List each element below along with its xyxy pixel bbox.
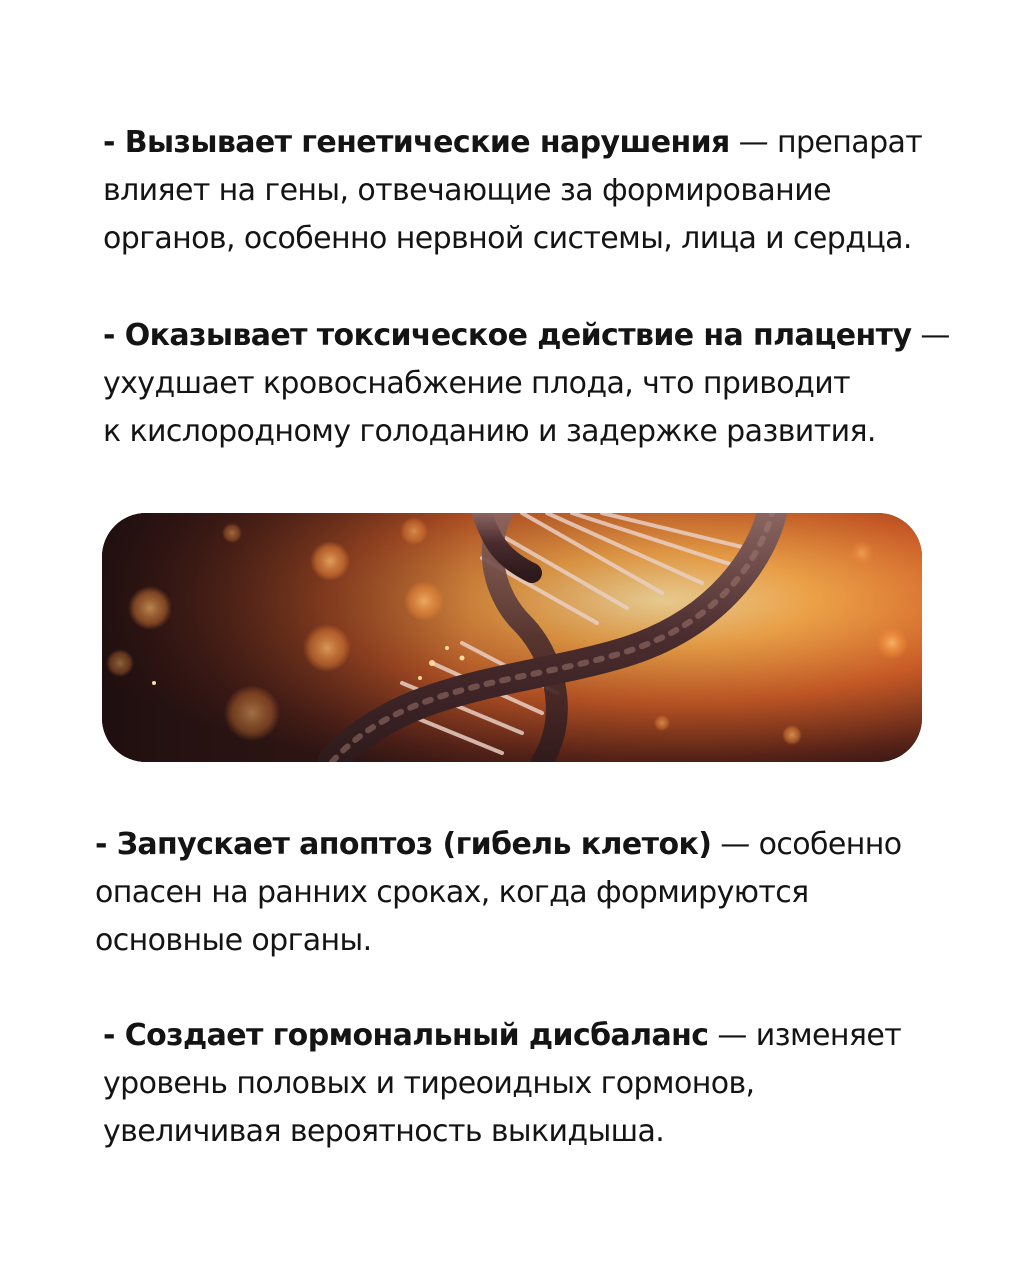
section-line-2: влияет на гены, отвечающие за формирование [103,173,831,208]
section-line-2: опасен на ранних сроках, когда формируются [95,875,809,910]
section-line-1: - Создает гормональный дисбаланс — изменяет [103,1018,902,1053]
section-line-3: органов, особенно нервной системы, лица и сердца. [103,221,912,256]
section-lead: - Запускает апоптоз (гибель клеток) [95,827,712,862]
section-line-2: уровень половых и тиреоидных гормонов, [103,1066,755,1101]
section-lead: - Создает гормональный дисбаланс [103,1018,709,1053]
section-line-1: - Вызывает генетические нарушения — препарат [103,125,923,160]
section-line-3: увеличивая вероятность выкидыша. [103,1114,665,1149]
section-placenta-toxicity [103,312,950,456]
section-lead: - Оказывает токсическое действие на плаценту [103,318,912,353]
section-line-3: к кислородному голоданию и задержке развития. [103,414,876,449]
section-line-1: - Оказывает токсическое действие на плаценту — [103,318,950,353]
section-line-2: ухудшает кровоснабжение плода, что приводит [103,366,850,401]
section-line-1: - Запускает апоптоз (гибель клеток) — особенно [95,827,902,862]
section-genetic-disorders [103,119,922,263]
dna-helix-illustration [102,513,922,762]
section-hormonal-imbalance [103,1012,901,1156]
section-line-3: основные органы. [95,923,372,958]
dna-helix-image [102,513,922,762]
section-lead: - Вызывает генетические нарушения [103,125,730,160]
section-apoptosis [95,821,902,965]
